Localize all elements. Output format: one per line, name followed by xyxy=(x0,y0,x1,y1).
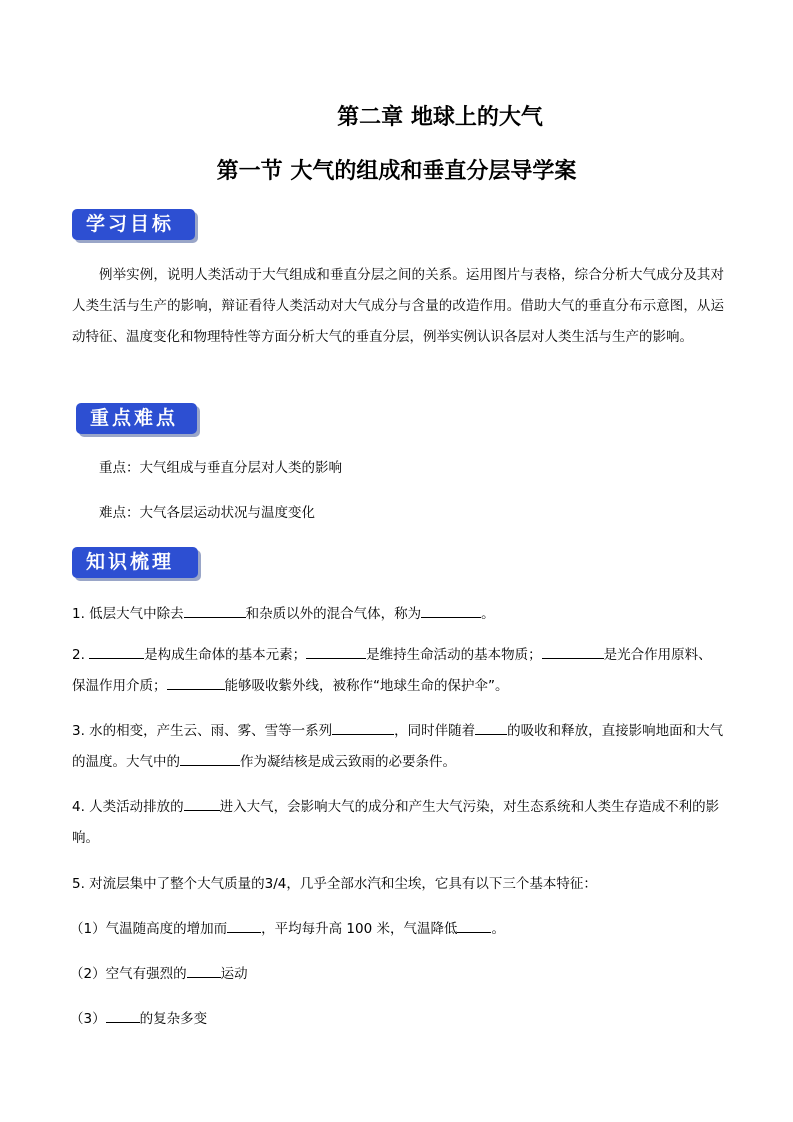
difficult-point: 难点：大气各层运动状况与温度变化 xyxy=(99,505,315,521)
q2-text-d: 是光合作用原料、保温作用介质； xyxy=(72,647,712,694)
question-5-1 xyxy=(70,918,722,939)
q5-1-text-a: （1）气温随高度的增加而 xyxy=(70,921,228,937)
blank[interactable] xyxy=(106,1008,140,1023)
q3-text-a: 3. 水的相变，产生云、雨、雾、雪等一系列 xyxy=(72,723,333,739)
blank[interactable] xyxy=(187,963,221,978)
key-point: 重点：大气组成与垂直分层对人类的影响 xyxy=(99,460,342,476)
q2-text-e: 能够吸收紫外线，被称作“地球生命的保护伞”。 xyxy=(224,678,509,694)
q5-2-text-b: 运动 xyxy=(220,966,248,982)
blank[interactable] xyxy=(167,675,225,690)
blank[interactable] xyxy=(421,603,481,618)
q2-text-c: 是维持生命活动的基本物质； xyxy=(366,647,542,663)
question-5-2 xyxy=(70,963,722,984)
keypoints-tag: 重点难点 xyxy=(76,403,197,434)
blank[interactable] xyxy=(89,644,144,659)
q1-text-b: 和杂质以外的混合气体，称为 xyxy=(245,606,422,622)
chapter-title: 第二章 地球上的大气 xyxy=(337,104,543,130)
q3-text-b: ，同时伴随着 xyxy=(394,723,476,739)
q5-3-text-b: 的复杂多变 xyxy=(139,1011,208,1027)
question-3 xyxy=(72,716,724,778)
question-4 xyxy=(72,792,724,854)
objectives-tag: 学习目标 xyxy=(72,209,195,240)
q5-1-text-b: ，平均每升高 100 米，气温降低 xyxy=(261,921,458,937)
blank[interactable] xyxy=(475,720,507,735)
q3-text-d: 作为凝结核是成云致雨的必要条件。 xyxy=(240,754,456,770)
blank[interactable] xyxy=(184,796,220,811)
blank[interactable] xyxy=(306,644,366,659)
question-2 xyxy=(72,640,724,702)
objectives-text: 例举实例，说明人类活动于大气组成和垂直分层之间的关系。运用图片与表格，综合分析大气成分及其对人类生活与生产的影响，辩证看待人类活动对大气成分与含量的改造作用。借助大气的垂直分布示意图，从运动特征、温度变化和物理特性等方面分析大气的垂直分层，例举实例认识各层对人类生活与生产的影响。 xyxy=(72,267,724,345)
knowledge-tag: 知识梳理 xyxy=(72,547,198,578)
blank[interactable] xyxy=(180,751,240,766)
q5-3-text-a: （3） xyxy=(70,1011,106,1027)
blank[interactable] xyxy=(184,603,246,618)
blank[interactable] xyxy=(457,918,491,933)
q4-text-b: 进入大气，会影响大气的成分和产生大气污染，对生态系统和人类生存造成不利的影响。 xyxy=(72,799,720,846)
blank[interactable] xyxy=(542,644,604,659)
q1-text-c: 。 xyxy=(481,606,495,622)
q2-text-a: 2. xyxy=(72,647,90,663)
q1-text-a: 1. 低层大气中除去 xyxy=(72,606,184,622)
blank[interactable] xyxy=(332,720,394,735)
q5-1-text-c: 。 xyxy=(491,921,505,937)
q2-text-b: 是构成生命体的基本元素； xyxy=(144,647,307,663)
q4-text-a: 4. 人类活动排放的 xyxy=(72,799,184,815)
question-1 xyxy=(72,603,724,624)
section-title: 第一节 大气的组成和垂直分层导学案 xyxy=(216,158,577,184)
blank[interactable] xyxy=(227,918,261,933)
q5-2-text-a: （2）空气有强烈的 xyxy=(70,966,187,982)
question-5: 5. 对流层集中了整个大气质量的3/4，几乎全部水汽和尘埃，它具有以下三个基本特征： xyxy=(72,876,597,892)
q3-text-c: 的吸收和释放，直接影响地面和大气的温度。大气中的 xyxy=(72,723,724,770)
question-5-3 xyxy=(70,1008,722,1029)
